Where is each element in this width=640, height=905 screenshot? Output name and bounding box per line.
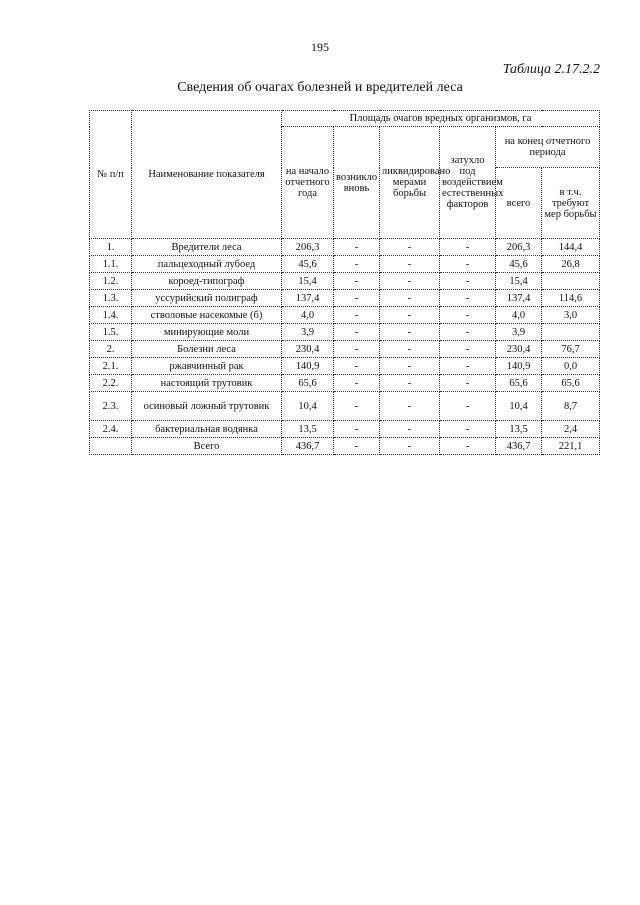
table-row [90,392,600,421]
cell-nat: - [440,358,496,375]
cell-total: 10,4 [496,392,542,421]
cell-start: 65,6 [282,375,334,392]
cell-new: - [334,358,380,375]
cell-need: 26,8 [542,256,600,273]
cell-num: 1.2. [90,273,132,290]
cell-liq: - [380,392,440,421]
document-title: Сведения об очагах болезней и вредителей леса [177,80,463,95]
cell-need: 144,4 [542,239,600,256]
table-row [90,421,600,438]
cell-name: осиновый ложный трутовик [132,392,282,421]
cell-num: 2.2. [90,375,132,392]
cell-total: 45,6 [496,256,542,273]
cell-name: Всего [132,438,282,455]
cell-num: 2. [90,341,132,358]
header-name: Наименование показателя [132,111,282,239]
table-row [90,341,600,358]
cell-liq: - [380,358,440,375]
cell-total: 15,4 [496,273,542,290]
cell-start: 140,9 [282,358,334,375]
cell-nat: - [440,307,496,324]
header-end-need: в т.ч. требуют мер борьбы [542,168,600,239]
cell-need: 114,6 [542,290,600,307]
cell-total: 4,0 [496,307,542,324]
header-new: возникло вновь [334,127,380,239]
table-row [90,358,600,375]
table-row [90,324,600,341]
cell-name: ржавчинный рак [132,358,282,375]
cell-nat: - [440,375,496,392]
table-row [90,290,600,307]
cell-start: 13,5 [282,421,334,438]
cell-name: стволовые насекомые (б) [132,307,282,324]
cell-new: - [334,307,380,324]
cell-need: 221,1 [542,438,600,455]
header-area-group: Площадь очагов вредных организмов, га [282,111,600,127]
cell-nat: - [440,256,496,273]
cell-nat: - [440,341,496,358]
table-label: Таблица 2.17.2.2 [502,62,600,77]
table-body [90,239,600,455]
cell-total: 436,7 [496,438,542,455]
cell-liq: - [380,307,440,324]
cell-start: 230,4 [282,341,334,358]
table-row [90,256,600,273]
cell-new: - [334,341,380,358]
cell-start: 10,4 [282,392,334,421]
cell-liq: - [380,438,440,455]
cell-new: - [334,256,380,273]
cell-start: 436,7 [282,438,334,455]
cell-num: 1.3. [90,290,132,307]
cell-nat: - [440,239,496,256]
table-header [90,111,600,239]
cell-start: 137,4 [282,290,334,307]
cell-name: минирующие моли [132,324,282,341]
page-number: 195 [311,40,329,54]
cell-need: 3,0 [542,307,600,324]
table-row [90,375,600,392]
header-natural: затухло под воздействием естественных факторов [440,127,496,239]
cell-start: 3,9 [282,324,334,341]
cell-total: 65,6 [496,375,542,392]
cell-new: - [334,324,380,341]
cell-need [542,324,600,341]
cell-need: 8,7 [542,392,600,421]
cell-start: 45,6 [282,256,334,273]
cell-nat: - [440,421,496,438]
cell-start: 206,3 [282,239,334,256]
cell-name: Болезни леса [132,341,282,358]
cell-liq: - [380,239,440,256]
cell-num: 1.1. [90,256,132,273]
cell-new: - [334,438,380,455]
cell-num: 1.5. [90,324,132,341]
data-table [89,110,600,455]
cell-new: - [334,290,380,307]
table-row [90,239,600,256]
cell-new: - [334,273,380,290]
cell-new: - [334,392,380,421]
cell-new: - [334,421,380,438]
cell-nat: - [440,438,496,455]
cell-name: пальцеходный лубоед [132,256,282,273]
cell-liq: - [380,290,440,307]
cell-liq: - [380,375,440,392]
cell-nat: - [440,392,496,421]
cell-start: 15,4 [282,273,334,290]
cell-liq: - [380,421,440,438]
header-liquidated: ликвидировано мерами борьбы [380,127,440,239]
cell-name: короед-типограф [132,273,282,290]
header-start: на начало отчетного года [282,127,334,239]
table-row [90,307,600,324]
cell-num: 1. [90,239,132,256]
cell-new: - [334,239,380,256]
cell-need: 76,7 [542,341,600,358]
cell-liq: - [380,273,440,290]
cell-liq: - [380,341,440,358]
cell-num: 1.4. [90,307,132,324]
header-end-total: всего [496,168,542,239]
cell-nat: - [440,290,496,307]
cell-need: 2,4 [542,421,600,438]
cell-need: 65,6 [542,375,600,392]
cell-nat: - [440,324,496,341]
cell-total: 137,4 [496,290,542,307]
cell-num: 2.4. [90,421,132,438]
table-row [90,438,600,455]
cell-name: бактериальная водянка [132,421,282,438]
cell-total: 13,5 [496,421,542,438]
table-row [90,273,600,290]
cell-name: уссурийский полиграф [132,290,282,307]
cell-num: 2.1. [90,358,132,375]
cell-total: 206,3 [496,239,542,256]
cell-total: 140,9 [496,358,542,375]
cell-need [542,273,600,290]
cell-total: 230,4 [496,341,542,358]
cell-total: 3,9 [496,324,542,341]
cell-name: настоящий трутовик [132,375,282,392]
cell-start: 4,0 [282,307,334,324]
cell-num [90,438,132,455]
cell-num: 2.3. [90,392,132,421]
header-end-group: на конец отчетного периода [496,127,600,168]
cell-nat: - [440,273,496,290]
cell-liq: - [380,324,440,341]
cell-need: 0,0 [542,358,600,375]
cell-new: - [334,375,380,392]
cell-liq: - [380,256,440,273]
cell-name: Вредители леса [132,239,282,256]
header-num: № п/п [90,111,132,239]
